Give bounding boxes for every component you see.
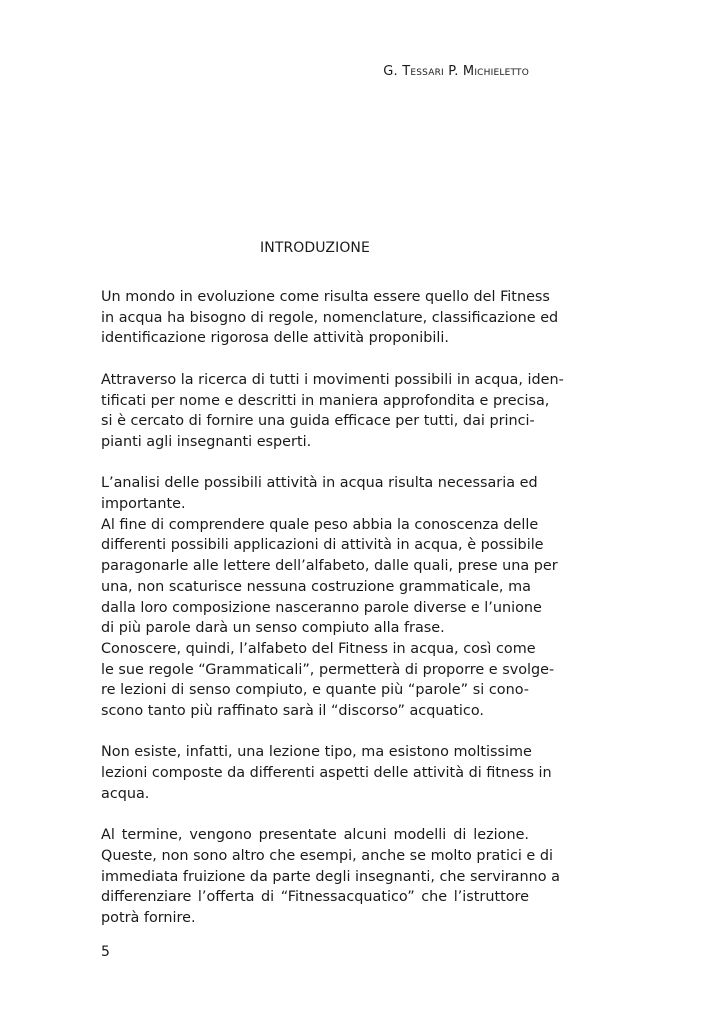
text-line: lezioni composte da differenti aspetti delle attività di fitness in bbox=[101, 765, 552, 782]
text-line: L’analisi delle possibili attività in acqua risulta necessaria ed bbox=[101, 475, 538, 492]
text-line: in acqua ha bisogno di regole, nomenclature, classificazione ed bbox=[101, 309, 559, 326]
text-line: differenti possibili applicazioni di attività in acqua, è possibile bbox=[101, 537, 544, 554]
text-line: Conoscere, quindi, l’alfabeto del Fitness in acqua, così come bbox=[101, 640, 536, 657]
text-line: si è cercato di fornire una guida efficace per tutti, dai princi- bbox=[101, 413, 535, 430]
running-header: G. Tessari P. Michieletto bbox=[383, 64, 529, 79]
text-line: una, non scaturisce nessuna costruzione grammaticale, ma bbox=[101, 578, 531, 595]
text-line: Un mondo in evoluzione come risulta essere quello del Fitness bbox=[101, 289, 550, 305]
text-line: identificazione rigorosa delle attività proponibili. bbox=[101, 330, 449, 347]
paragraph-2 bbox=[101, 370, 564, 453]
paragraph-4 bbox=[101, 515, 558, 639]
paragraph-1 bbox=[101, 287, 559, 349]
text-line: potrà fornire. bbox=[101, 910, 196, 927]
text-line: tificati per nome e descritti in maniera approfondita e precisa, bbox=[101, 392, 550, 409]
paragraph-3 bbox=[101, 473, 538, 514]
page-number: 5 bbox=[101, 944, 110, 960]
text-line: acqua. bbox=[101, 785, 150, 802]
paragraph-5 bbox=[101, 639, 555, 722]
paragraph-7 bbox=[101, 825, 560, 929]
text-line: immediata fruizione da parte degli insegnanti, che serviranno a bbox=[101, 868, 560, 885]
text-line: Non esiste, infatti, una lezione tipo, ma esistono moltissime bbox=[101, 744, 532, 761]
paragraph-6 bbox=[101, 742, 552, 804]
text-line: pianti agli insegnanti esperti. bbox=[101, 433, 312, 450]
text-line: le sue regole “Grammaticali”, permetterà di proporre e svolge- bbox=[101, 661, 555, 678]
text-line: differenziare l’offerta di “Fitnessacquatico” che l’istruttore bbox=[101, 889, 529, 906]
text-line: Al termine, vengono presentate alcuni modelli di lezione. bbox=[101, 827, 529, 844]
text-line: Al fine di comprendere quale peso abbia la conoscenza delle bbox=[101, 516, 539, 533]
body-text bbox=[101, 287, 564, 929]
text-line: scono tanto più raffinato sarà il “discorso” acquatico. bbox=[101, 703, 484, 720]
text-line: Attraverso la ricerca di tutti i movimenti possibili in acqua, iden- bbox=[101, 371, 564, 388]
page-title bbox=[0, 240, 630, 256]
text-line: re lezioni di senso compiuto, e quante più “parole” si cono- bbox=[101, 682, 529, 699]
page-title-text: INTRODUZIONE bbox=[260, 240, 370, 256]
text-line: Queste, non sono altro che esempi, anche se molto pratici e di bbox=[101, 847, 553, 864]
text-line: importante. bbox=[101, 496, 186, 512]
text-line: di più parole darà un senso compiuto alla frase. bbox=[101, 620, 445, 637]
text-line: dalla loro composizione nasceranno parole diverse e l’unione bbox=[101, 599, 542, 616]
text-line: paragonarle alle lettere dell’alfabeto, dalle quali, prese una per bbox=[101, 558, 558, 575]
